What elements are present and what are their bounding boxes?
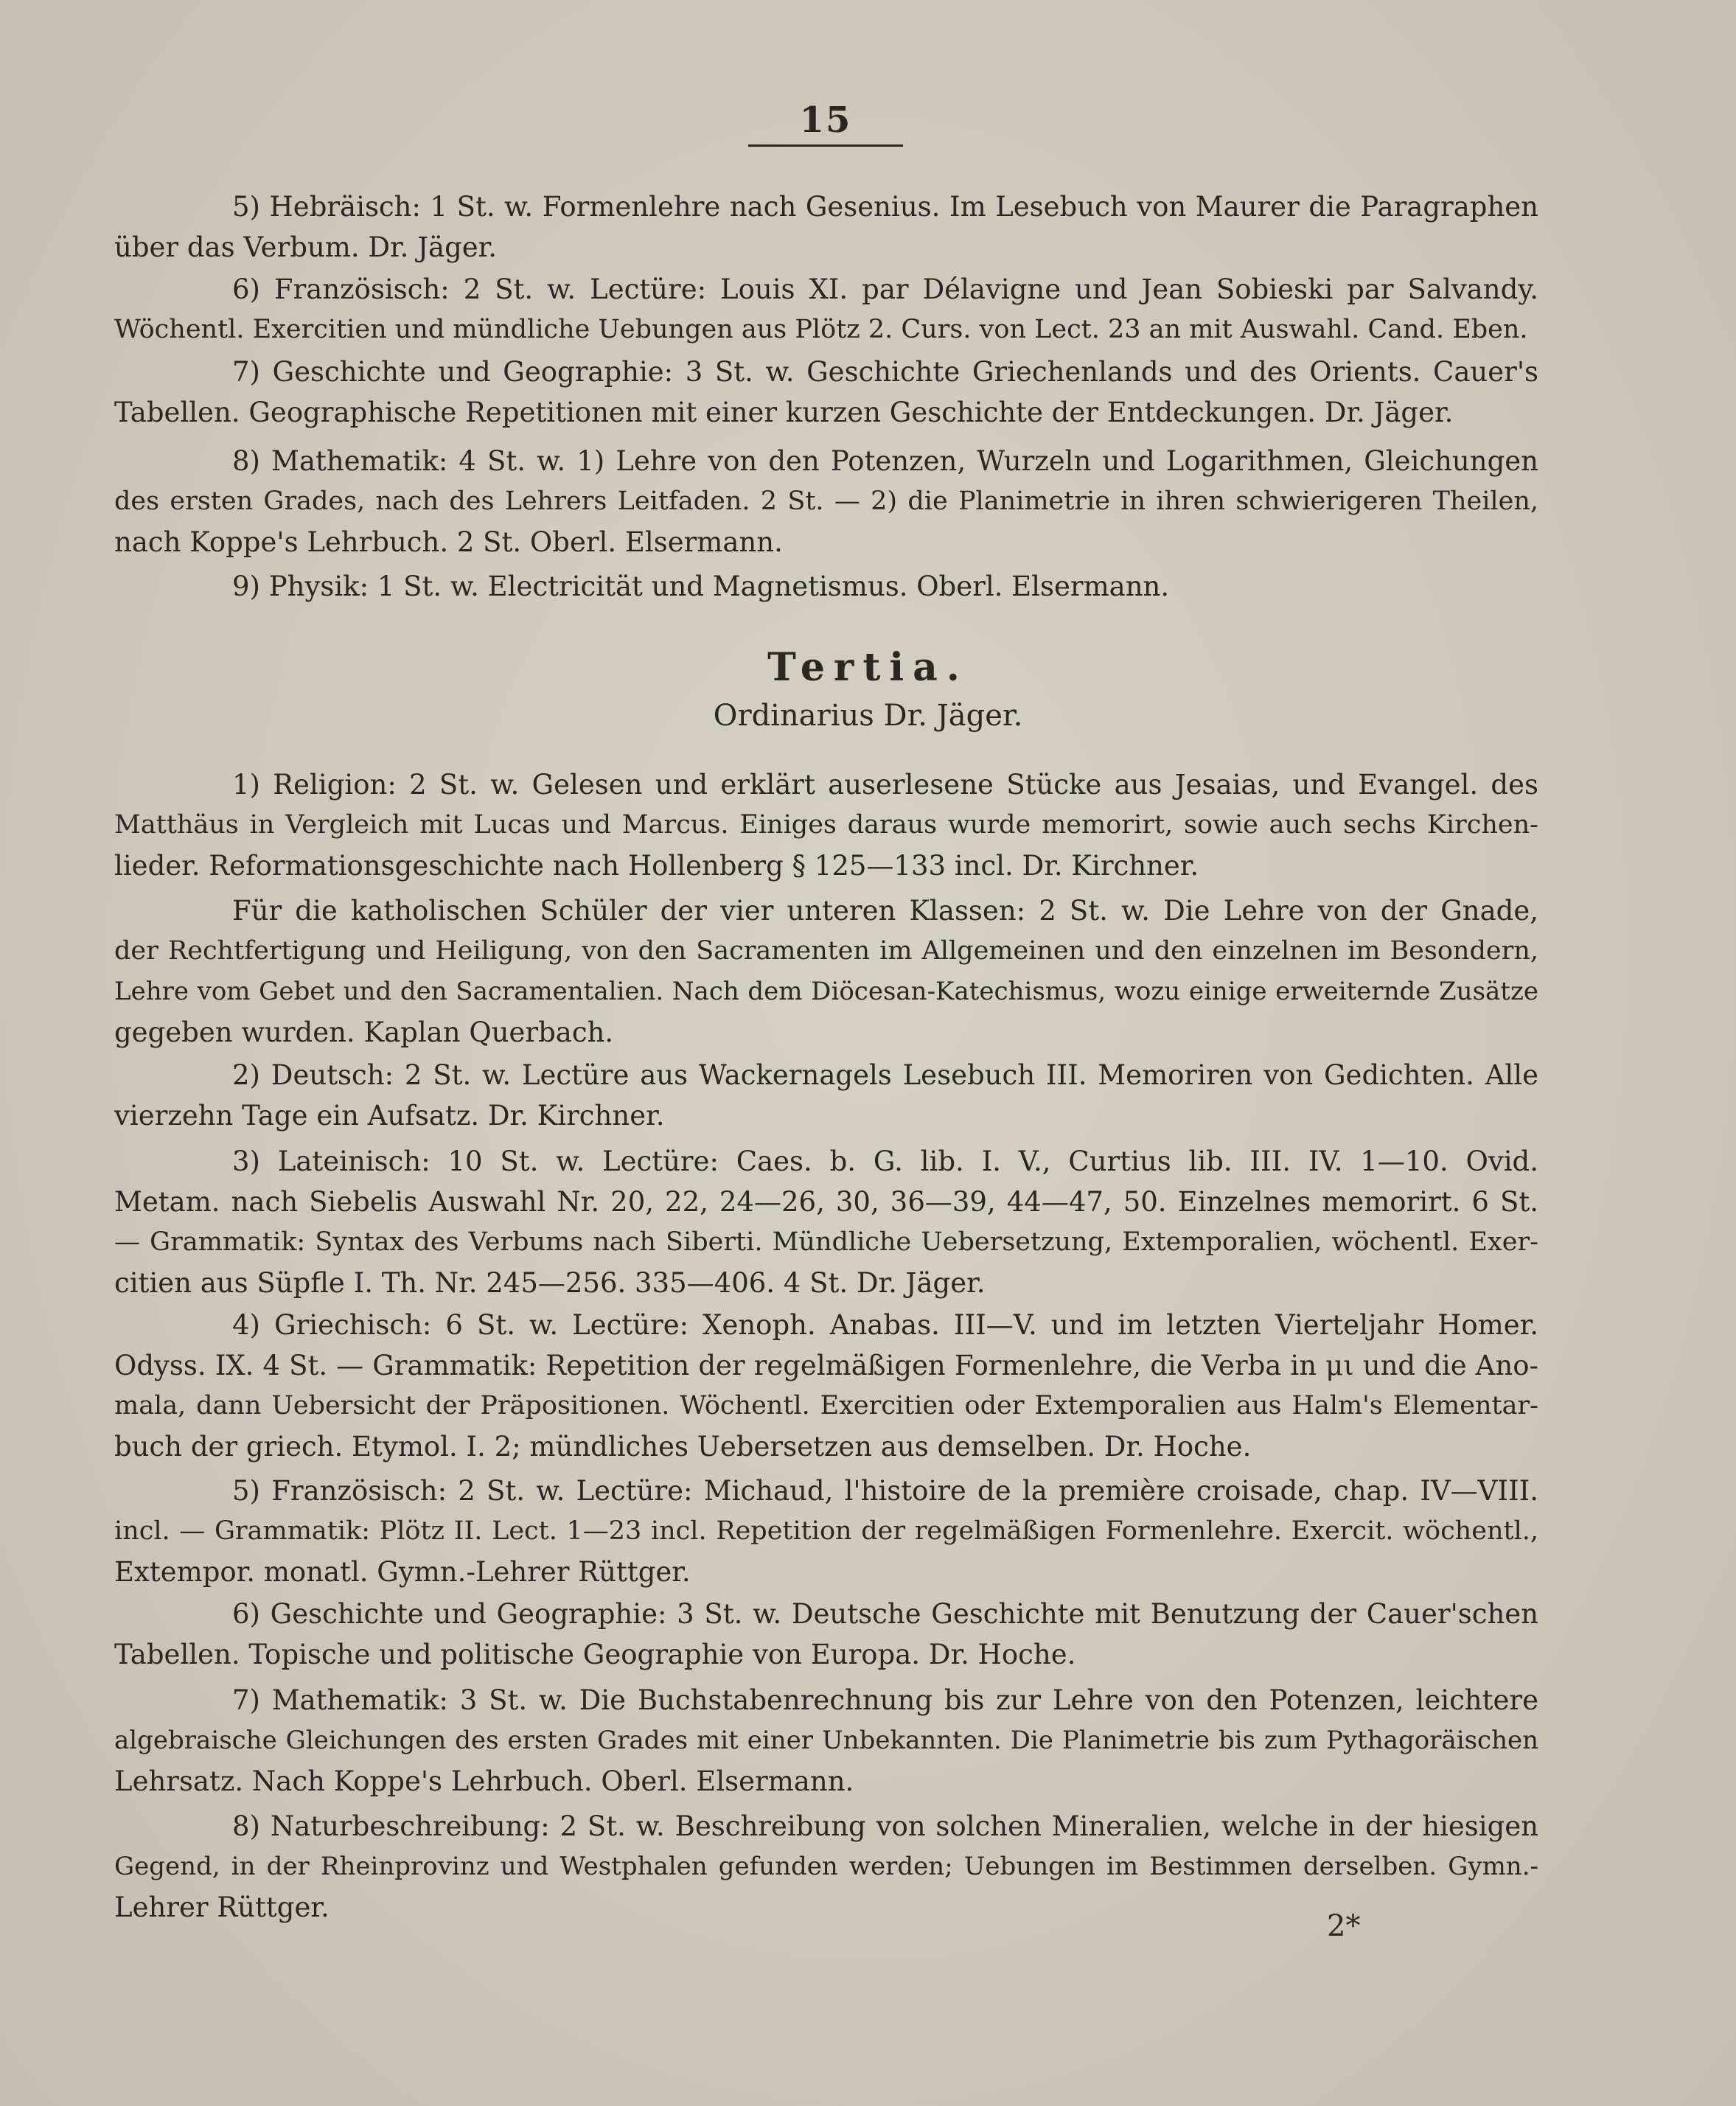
text-line: 6) Französisch: 2 St. w. Lectüre: Louis XI. par Délavigne und Jean Sobieski par Salvandy. — [232, 273, 1538, 305]
text-line: — Grammatik: Syntax des Verbums nach Siberti. Mündliche Uebersetzung, Extemporalien, wöchentl. Exer- — [114, 1227, 1538, 1257]
text-line: Metam. nach Siebelis Auswahl Nr. 20, 22, 24—26, 30, 36—39, 44—47, 50. Einzelnes memorirt. 6 St. — [114, 1186, 1538, 1218]
text-line: 6) Geschichte und Geographie: 3 St. w. Deutsche Geschichte mit Benutzung der Cauer'schen — [232, 1598, 1538, 1630]
paragraph-geschichte-top — [114, 352, 1538, 433]
text-line: Matthäus in Vergleich mit Lucas und Marcus. Einiges daraus wurde memorirt, sowie auch sechs Kirchen- — [114, 810, 1538, 840]
paragraph-griechisch — [114, 1305, 1538, 1467]
text-line: 9) Physik: 1 St. w. Electricität und Magnetismus. Oberl. Elsermann. — [232, 571, 1170, 602]
paragraph-hebraeisch — [114, 186, 1538, 268]
text-line: gegeben wurden. Kaplan Querbach. — [114, 1017, 614, 1048]
text-line: Lehrsatz. Nach Koppe's Lehrbuch. Oberl. Elsermann. — [114, 1765, 854, 1797]
paragraph-franzoesisch-top — [114, 269, 1538, 350]
header-rule — [748, 144, 903, 147]
text-line: 4) Griechisch: 6 St. w. Lectüre: Xenoph. Anabas. III—V. und im letzten Vierteljahr Homer. — [232, 1309, 1538, 1341]
paragraph-physik — [114, 566, 1538, 607]
text-line: 8) Mathematik: 4 St. w. 1) Lehre von den Potenzen, Wurzeln und Logarithmen, Gleichungen — [232, 445, 1538, 477]
text-line: 5) Hebräisch: 1 St. w. Formenlehre nach Gesenius. Im Lesebuch von Maurer die Paragraphen — [232, 191, 1538, 223]
paragraph-katholische-schueler — [114, 890, 1538, 1053]
text-line: des ersten Grades, nach des Lehrers Leitfaden. 2 St. — 2) die Planimetrie in ihren schwierigeren Theilen, — [114, 487, 1538, 516]
paragraph-lateinisch — [114, 1141, 1538, 1303]
text-line: vierzehn Tage ein Aufsatz. Dr. Kirchner. — [114, 1100, 665, 1132]
text-line: 7) Geschichte und Geographie: 3 St. w. Geschichte Griechenlands und des Orients. Cauer's — [232, 356, 1538, 388]
text-line: 5) Französisch: 2 St. w. Lectüre: Michaud, l'histoire de la première croisade, chap. IV—VIII. — [232, 1475, 1538, 1507]
text-line: 7) Mathematik: 3 St. w. Die Buchstabenrechnung bis zur Lehre von den Potenzen, leichtere — [232, 1684, 1538, 1716]
text-line: Gegend, in der Rheinprovinz und Westphalen gefunden werden; Uebungen im Bestimmen derselben. Gymn.- — [114, 1852, 1538, 1881]
text-line: algebraische Gleichungen des ersten Grades mit einer Unbekannten. Die Planimetrie bis zum Pythagoräischen — [114, 1726, 1538, 1755]
paragraph-mathematik-tertia — [114, 1680, 1538, 1802]
text-line: der Rechtfertigung und Heiligung, von den Sacramenten im Allgemeinen und den einzelnen im Besondern, — [114, 936, 1538, 966]
text-line: Lehrer Rüttger. — [114, 1891, 330, 1923]
ordinarius-line: Ordinarius Dr. Jäger. — [713, 699, 1023, 733]
text-line: Odyss. IX. 4 St. — Grammatik: Repetition der regelmäßigen Formenlehre, die Verba in μι und die Ano- — [114, 1350, 1538, 1381]
text-line: 1) Religion: 2 St. w. Gelesen und erklärt auserlesene Stücke aus Jesaias, und Evangel. des — [232, 769, 1538, 801]
page-number: 15 — [799, 100, 852, 141]
section-title-tertia: Tertia. — [767, 645, 969, 690]
text-line: 2) Deutsch: 2 St. w. Lectüre aus Wackernagels Lesebuch III. Memoriren von Gedichten. Alle — [232, 1059, 1538, 1091]
text-line: über das Verbum. Dr. Jäger. — [114, 231, 498, 263]
text-line: citien aus Süpfle I. Th. Nr. 245—256. 335—406. 4 St. Dr. Jäger. — [114, 1267, 986, 1299]
text-line: Extempor. monatl. Gymn.-Lehrer Rüttger. — [114, 1556, 691, 1588]
text-line: 3) Lateinisch: 10 St. w. Lectüre: Caes. b. G. lib. I. V., Curtius lib. III. IV. 1—10. Ovid. — [232, 1146, 1538, 1177]
text-line: 8) Naturbeschreibung: 2 St. w. Beschreibung von solchen Mineralien, welche in der hiesigen — [232, 1810, 1538, 1842]
text-line: buch der griech. Etymol. I. 2; mündliches Uebersetzen aus demselben. Dr. Hoche. — [114, 1431, 1252, 1462]
text-line: incl. — Grammatik: Plötz II. Lect. 1—23 incl. Repetition der regelmäßigen Formenlehre. Exercit. wöchentl., — [114, 1516, 1538, 1546]
paragraph-religion — [114, 764, 1538, 886]
paragraph-franzoesisch-tertia — [114, 1471, 1538, 1592]
text-line: Wöchentl. Exercitien und mündliche Uebungen aus Plötz 2. Curs. von Lect. 23 an mit Auswahl. Cand. Eben. — [114, 315, 1528, 344]
text-line: Tabellen. Geographische Repetitionen mit einer kurzen Geschichte der Entdeckungen. Dr. Jäger. — [114, 397, 1454, 428]
signature-mark: 2* — [1327, 1909, 1361, 1943]
paragraph-naturbeschreibung — [114, 1806, 1538, 1928]
text-line: Für die katholischen Schüler der vier unteren Klassen: 2 St. w. Die Lehre von der Gnade, — [232, 895, 1538, 927]
text-line: Lehre vom Gebet und den Sacramentalien. Nach dem Diöcesan-Katechismus, wozu einige erweiternde Zusätze — [114, 977, 1538, 1006]
text-line: lieder. Reformationsgeschichte nach Hollenberg § 125—133 incl. Dr. Kirchner. — [114, 850, 1199, 882]
paragraph-geschichte-tertia — [114, 1594, 1538, 1675]
paragraph-deutsch — [114, 1055, 1538, 1136]
text-line: mala, dann Uebersicht der Präpositionen. Wöchentl. Exercitien oder Extemporalien aus Halm's Elementar- — [114, 1391, 1538, 1420]
paragraph-mathematik-top — [114, 441, 1538, 562]
text-line: nach Koppe's Lehrbuch. 2 St. Oberl. Elsermann. — [114, 526, 783, 558]
text-line: Tabellen. Topische und politische Geographie von Europa. Dr. Hoche. — [114, 1639, 1076, 1670]
